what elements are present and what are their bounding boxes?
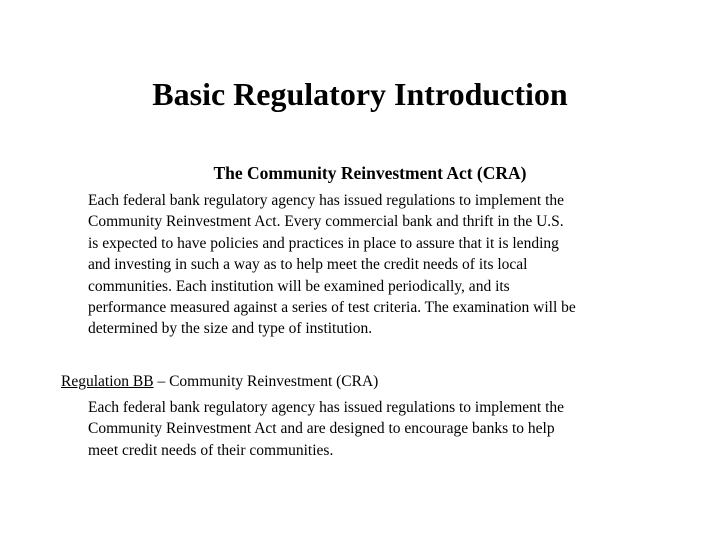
cra-paragraph-line: is expected to have policies and practices in place to assure that it is lending xyxy=(88,234,559,252)
regulation-bb-heading xyxy=(61,371,378,392)
regulation-bb-paragraph-line: Each federal bank regulatory agency has issued regulations to implement the xyxy=(88,399,565,416)
page-title: Basic Regulatory Introduction xyxy=(152,76,568,112)
cra-paragraph-line: performance measured against a series of test criteria. The examination will be xyxy=(88,299,576,317)
cra-paragraph-line: communities. Each institution will be examined periodically, and its xyxy=(88,277,510,295)
cra-section-heading: The Community Reinvestment Act (CRA) xyxy=(213,163,527,183)
regulation-bb-name: Regulation BB xyxy=(61,373,154,390)
regulation-bb-subtitle: – Community Reinvestment (CRA) xyxy=(153,373,379,390)
regulation-bb-paragraph xyxy=(88,397,564,461)
cra-paragraph xyxy=(88,190,576,340)
cra-paragraph-line: Community Reinvestment Act. Every commercial bank and thrift in the U.S. xyxy=(88,213,564,231)
cra-paragraph-line: Each federal bank regulatory agency has issued regulations to implement the xyxy=(88,192,565,209)
regulation-bb-paragraph-line: meet credit needs of their communities. xyxy=(88,441,334,459)
cra-paragraph-line: and investing in such a way as to help meet the credit needs of its local xyxy=(88,256,528,274)
cra-paragraph-line: determined by the size and type of institution. xyxy=(88,320,373,338)
regulation-bb-paragraph-line: Community Reinvestment Act and are designed to encourage banks to help xyxy=(88,420,555,438)
